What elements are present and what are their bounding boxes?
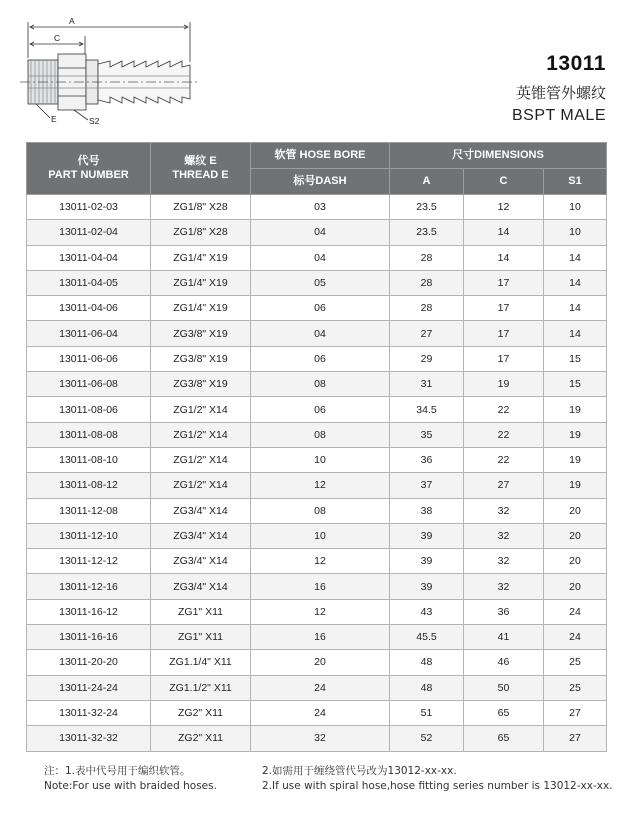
- cell-dim-c: 32: [464, 574, 544, 599]
- cell-part-number: 13011-08-12: [27, 473, 151, 498]
- cell-dim-s1: 25: [544, 675, 607, 700]
- cell-dim-c: 46: [464, 650, 544, 675]
- table-row: [27, 675, 607, 700]
- table-row: [27, 195, 607, 220]
- fitting-drawing: [14, 14, 204, 126]
- cell-dim-a: 48: [390, 675, 464, 700]
- cell-dim-a: 43: [390, 599, 464, 624]
- spec-table: [26, 142, 607, 752]
- cell-thread: ZG1/2" X14: [151, 473, 251, 498]
- cell-thread: ZG3/8" X19: [151, 346, 251, 371]
- cell-part-number: 13011-06-08: [27, 372, 151, 397]
- cell-dash: 24: [251, 700, 390, 725]
- cell-dim-a: 28: [390, 296, 464, 321]
- cell-dim-a: 23.5: [390, 195, 464, 220]
- header-thread-zh: 螺纹 E: [184, 154, 217, 167]
- cell-part-number: 13011-06-06: [27, 346, 151, 371]
- cell-thread: ZG3/4" X14: [151, 523, 251, 548]
- cell-part-number: 13011-12-12: [27, 549, 151, 574]
- header-dim-s1: S1: [544, 169, 607, 195]
- cell-dash: 12: [251, 549, 390, 574]
- cell-dim-a: 23.5: [390, 220, 464, 245]
- cell-thread: ZG1.1/4" X11: [151, 650, 251, 675]
- cell-dim-s1: 25: [544, 650, 607, 675]
- title-block: [512, 52, 606, 125]
- cell-part-number: 13011-12-08: [27, 498, 151, 523]
- table-row: [27, 599, 607, 624]
- cell-thread: ZG3/4" X14: [151, 498, 251, 523]
- cell-dim-a: 28: [390, 270, 464, 295]
- cell-dim-s1: 19: [544, 473, 607, 498]
- header-dim-c: C: [464, 169, 544, 195]
- table-row: [27, 220, 607, 245]
- cell-part-number: 13011-04-06: [27, 296, 151, 321]
- cell-dim-c: 41: [464, 625, 544, 650]
- header-thread: [151, 143, 251, 195]
- header-dash: 标号DASH: [251, 169, 390, 195]
- cell-dim-s1: 19: [544, 447, 607, 472]
- cell-dash: 04: [251, 245, 390, 270]
- cell-dim-s1: 24: [544, 599, 607, 624]
- dim-a-label: A: [69, 16, 75, 26]
- table-row: [27, 700, 607, 725]
- cell-dash: 04: [251, 321, 390, 346]
- note1-chinese: 注：1.表中代号用于编织软管。: [44, 765, 191, 777]
- cell-dash: 04: [251, 220, 390, 245]
- cell-dim-c: 14: [464, 245, 544, 270]
- cell-dim-c: 17: [464, 270, 544, 295]
- table-row: [27, 422, 607, 447]
- cell-dim-a: 29: [390, 346, 464, 371]
- cell-dim-a: 27: [390, 321, 464, 346]
- spec-table-body: [27, 195, 607, 752]
- cell-dash: 16: [251, 574, 390, 599]
- part-name-chinese: 英锥管外螺纹: [515, 84, 606, 102]
- note2-chinese: 2.如需用于缠绕管代号改为13012-xx-xx.: [262, 765, 457, 777]
- s2-label: S2: [89, 116, 100, 126]
- cell-dash: 24: [251, 675, 390, 700]
- cell-dim-s1: 14: [544, 321, 607, 346]
- cell-part-number: 13011-04-04: [27, 245, 151, 270]
- cell-dash: 10: [251, 447, 390, 472]
- cell-part-number: 13011-06-04: [27, 321, 151, 346]
- cell-dim-c: 27: [464, 473, 544, 498]
- cell-part-number: 13011-08-08: [27, 422, 151, 447]
- cell-dim-c: 17: [464, 321, 544, 346]
- cell-part-number: 13011-12-10: [27, 523, 151, 548]
- cell-part-number: 13011-08-10: [27, 447, 151, 472]
- cell-dim-c: 14: [464, 220, 544, 245]
- cell-part-number: 13011-32-32: [27, 726, 151, 751]
- cell-thread: ZG1/8" X28: [151, 220, 251, 245]
- table-row: [27, 625, 607, 650]
- cell-thread: ZG1.1/2" X11: [151, 675, 251, 700]
- cell-dash: 06: [251, 346, 390, 371]
- cell-part-number: 13011-02-03: [27, 195, 151, 220]
- cell-dim-c: 17: [464, 296, 544, 321]
- cell-dim-s1: 27: [544, 700, 607, 725]
- cell-thread: ZG1/4" X19: [151, 296, 251, 321]
- cell-thread: ZG1/2" X14: [151, 447, 251, 472]
- cell-part-number: 13011-20-20: [27, 650, 151, 675]
- cell-dim-a: 28: [390, 245, 464, 270]
- cell-dim-a: 36: [390, 447, 464, 472]
- cell-thread: ZG3/8" X19: [151, 321, 251, 346]
- note1-english: Note:For use with braided hoses.: [44, 780, 217, 792]
- cell-dash: 05: [251, 270, 390, 295]
- cell-part-number: 13011-16-12: [27, 599, 151, 624]
- cell-part-number: 13011-02-04: [27, 220, 151, 245]
- table-row: [27, 574, 607, 599]
- cell-dim-a: 51: [390, 700, 464, 725]
- thread-e-label: E: [51, 114, 57, 124]
- cell-dim-s1: 10: [544, 220, 607, 245]
- cell-dim-c: 65: [464, 726, 544, 751]
- cell-dim-a: 52: [390, 726, 464, 751]
- cell-thread: ZG1/8" X28: [151, 195, 251, 220]
- header-dimensions: 尺寸DIMENSIONS: [390, 143, 607, 169]
- cell-dim-c: 65: [464, 700, 544, 725]
- table-row: [27, 372, 607, 397]
- table-row: [27, 549, 607, 574]
- table-row: [27, 346, 607, 371]
- header-part-number-en: PART NUMBER: [48, 168, 129, 181]
- cell-part-number: 13011-16-16: [27, 625, 151, 650]
- cell-dash: 06: [251, 296, 390, 321]
- cell-dim-a: 39: [390, 574, 464, 599]
- cell-dim-c: 12: [464, 195, 544, 220]
- table-row: [27, 296, 607, 321]
- table-row: [27, 650, 607, 675]
- cell-part-number: 13011-24-24: [27, 675, 151, 700]
- cell-thread: ZG1/4" X19: [151, 270, 251, 295]
- cell-dash: 03: [251, 195, 390, 220]
- cell-part-number: 13011-32-24: [27, 700, 151, 725]
- cell-dim-a: 37: [390, 473, 464, 498]
- note2-english: 2.If use with spiral hose,hose fitting series number is 13012-xx-xx.: [262, 780, 613, 792]
- cell-thread: ZG1" X11: [151, 599, 251, 624]
- cell-dim-c: 17: [464, 346, 544, 371]
- cell-dim-s1: 20: [544, 498, 607, 523]
- cell-dim-s1: 14: [544, 245, 607, 270]
- cell-dim-c: 22: [464, 397, 544, 422]
- cell-dim-s1: 20: [544, 549, 607, 574]
- cell-dim-c: 50: [464, 675, 544, 700]
- cell-dash: 12: [251, 599, 390, 624]
- cell-dim-a: 31: [390, 372, 464, 397]
- cell-thread: ZG2" X11: [151, 726, 251, 751]
- header-thread-en: THREAD E: [172, 168, 229, 181]
- cell-thread: ZG2" X11: [151, 700, 251, 725]
- cell-thread: ZG3/4" X14: [151, 549, 251, 574]
- cell-dim-s1: 14: [544, 270, 607, 295]
- cell-dim-c: 32: [464, 549, 544, 574]
- table-row: [27, 523, 607, 548]
- table-row: [27, 473, 607, 498]
- table-row: [27, 726, 607, 751]
- cell-thread: ZG1/2" X14: [151, 397, 251, 422]
- cell-dash: 08: [251, 498, 390, 523]
- dim-c-label: C: [54, 33, 61, 43]
- cell-dim-c: 36: [464, 599, 544, 624]
- cell-dim-a: 38: [390, 498, 464, 523]
- cell-thread: ZG1/2" X14: [151, 422, 251, 447]
- cell-dim-a: 34.5: [390, 397, 464, 422]
- table-row: [27, 270, 607, 295]
- table-row: [27, 498, 607, 523]
- cell-dash: 20: [251, 650, 390, 675]
- note-spiral: [262, 764, 613, 794]
- cell-dim-c: 22: [464, 422, 544, 447]
- cell-thread: ZG3/8" X19: [151, 372, 251, 397]
- cell-dash: 06: [251, 397, 390, 422]
- cell-thread: ZG1/4" X19: [151, 245, 251, 270]
- cell-dash: 16: [251, 625, 390, 650]
- cell-part-number: 13011-04-05: [27, 270, 151, 295]
- cell-dim-s1: 19: [544, 397, 607, 422]
- cell-dim-s1: 19: [544, 422, 607, 447]
- header-hose-bore: 软管 HOSE BORE: [251, 143, 390, 169]
- cell-thread: ZG1" X11: [151, 625, 251, 650]
- cell-dim-a: 39: [390, 549, 464, 574]
- cell-dash: 08: [251, 422, 390, 447]
- cell-part-number: 13011-12-16: [27, 574, 151, 599]
- header-dim-a: A: [390, 169, 464, 195]
- cell-dash: 10: [251, 523, 390, 548]
- cell-dash: 32: [251, 726, 390, 751]
- table-row: [27, 397, 607, 422]
- cell-dim-s1: 20: [544, 523, 607, 548]
- table-row: [27, 321, 607, 346]
- cell-dim-c: 22: [464, 447, 544, 472]
- header-part-number-zh: 代号: [77, 154, 100, 167]
- part-number-title: 13011: [546, 52, 606, 75]
- table-row: [27, 245, 607, 270]
- cell-dash: 12: [251, 473, 390, 498]
- cell-part-number: 13011-08-06: [27, 397, 151, 422]
- cell-dim-s1: 20: [544, 574, 607, 599]
- cell-dim-a: 35: [390, 422, 464, 447]
- cell-dim-a: 39: [390, 523, 464, 548]
- cell-dim-a: 45.5: [390, 625, 464, 650]
- cell-dim-c: 32: [464, 523, 544, 548]
- header-part-number: [27, 143, 151, 195]
- cell-dim-c: 32: [464, 498, 544, 523]
- cell-dim-s1: 27: [544, 726, 607, 751]
- note-braided: [44, 764, 217, 794]
- cell-dim-s1: 24: [544, 625, 607, 650]
- fitting-diagram: [14, 14, 204, 126]
- part-name-english: BSPT MALE: [511, 107, 606, 124]
- cell-dim-c: 19: [464, 372, 544, 397]
- cell-dim-s1: 14: [544, 296, 607, 321]
- cell-dim-s1: 15: [544, 346, 607, 371]
- cell-dash: 08: [251, 372, 390, 397]
- cell-dim-s1: 10: [544, 195, 607, 220]
- cell-dim-s1: 15: [544, 372, 607, 397]
- cell-dim-a: 48: [390, 650, 464, 675]
- cell-thread: ZG3/4" X14: [151, 574, 251, 599]
- table-row: [27, 447, 607, 472]
